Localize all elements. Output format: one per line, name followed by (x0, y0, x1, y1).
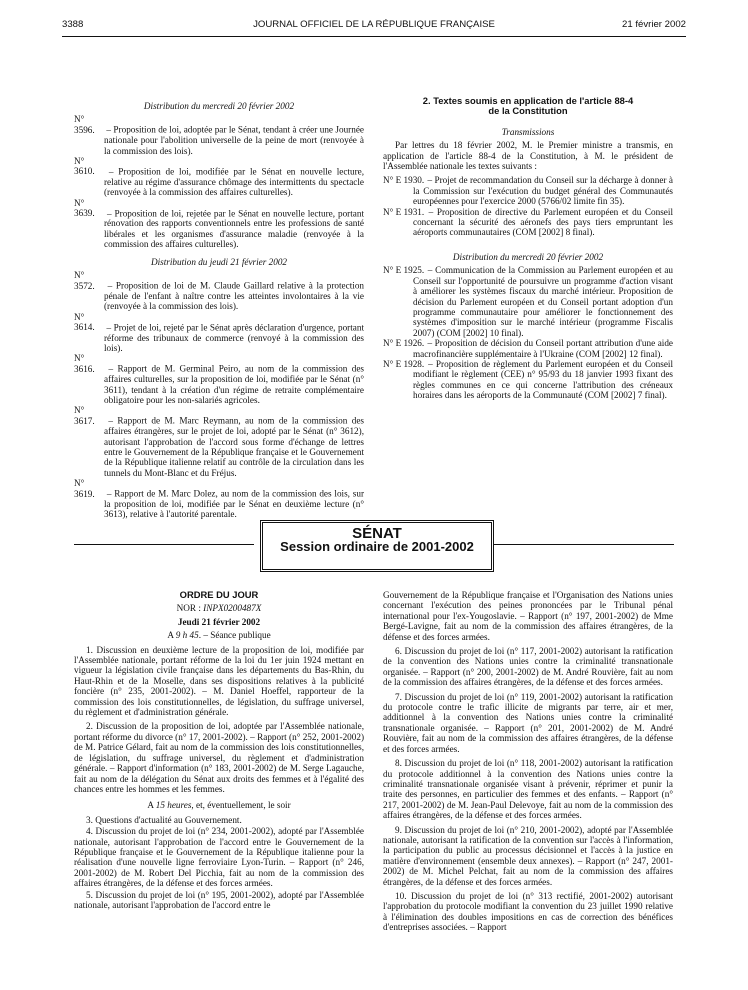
list-item: N° E 1926. – Proposition de décision du Conseil portant attribution d'une aide macrofinancière supplémentaire à l'Ukraine (COM [2002] 12 final). (383, 338, 674, 359)
list-item: N° 3617. – Rapport de M. Marc Reymann, au nom de la commission des affaires étrangères, sur le projet de loi, adopté par le Sénat (n° 3612), autorisant l'approbation de l'accord sous forme d'échange de lettres entre le Gouvernement de la République française et le Gouvernement de la République italienne relatif au contrôle de la circulation dans les tunnels du Mont-Blanc et du Fréjus. (74, 405, 365, 478)
list-item: N° E 1930. – Projet de recommandation du Conseil sur la décharge à donner à la Commission sur l'exécution du budget général des Communautés européennes pour l'exercice 2000 (5766/02 limite fin 35). (383, 175, 674, 207)
header-date: 21 février 2002 (622, 19, 686, 30)
divider-right (494, 544, 674, 545)
intro-paragraph: Par lettres du 18 février 2002, M. le Premier ministre a transmis, en application de l'article 88-4 de la Constitution, à M. le président de l'Assemblée nationale les textes suivants : (383, 140, 673, 172)
section-title: 2. Textes soumis en application de l'article 88-4 de la Constitution (422, 95, 634, 117)
page-number: 3388 (62, 19, 84, 30)
list-item: N° E 1931. – Proposition de directive du Parlement européen et du Conseil concernant la sécurité des aéronefs des pays tiers empruntant les aéroports communautaires (COM [2002] 8 final). (383, 206, 673, 238)
list-item: N° 3596. – Proposition de loi, adoptée par le Sénat, tendant à créer une Journée nationale pour l'abolition universelle de la peine de mort (renvoyée à la commission des lois). (74, 114, 364, 156)
ordre-date: Jeudi 21 février 2002 (177, 616, 261, 627)
list-item: N° 3614. – Projet de loi, rejeté par le Sénat après déclaration d'urgence, portant réforme des tribunaux de commerce (renvoyé à la commission des lois). (74, 311, 364, 353)
agenda-item: 6. Discussion du projet de loi (n° 117, 2001-2002) autorisant la ratification de la convention des Nations unies contre la criminalité transnationale organisée. – Rapport (n° 200, 2001-2002) de M. André Rouvière, fait au nom de la commission des affaires étrangères, de la défense et des forces armées. (383, 646, 673, 688)
banner-subtitle: Session ordinaire de 2001-2002 (280, 539, 474, 555)
senat-banner (260, 520, 494, 572)
upper-left-column (74, 97, 364, 520)
agenda-item: 3. Questions d'actualité au Gouvernement. (86, 814, 242, 825)
divider-left (74, 544, 254, 545)
nor-line: NOR : INPX0200487X (176, 603, 262, 614)
lower-left-column (74, 590, 364, 910)
agenda-item: 2. Discussion de la proposition de loi, adoptée par l'Assemblée nationale, portant réforme du divorce (n° 17, 2001-2002). – Rapport (n° 252, 2001-2002) de M. Patrice Gélard, fait au nom de la commission des lois constitutionnelles, de législation, du suffrage universel, du règlement et d'administration générale. – Rapport d'information (n° 183, 2001-2002) de M. Serge Lagauche, fait au nom de la délégation du Sénat aux droits des femmes et à l'égalité des chances entre les hommes et les femmes. (74, 721, 364, 794)
agenda-item: 5. Discussion du projet de loi (n° 195, 2001-2002), adopté par l'Assemblée nationale, autorisant l'approbation de l'accord entre le (74, 889, 364, 910)
section-heading: Distribution du mercredi 20 février 2002 (143, 101, 295, 111)
list-item: N° E 1925. – Communication de la Commission au Parlement européen et au Conseil sur l'opportunité de poursuivre un programme d'action visant à améliorer les systèmes fiscaux du marché intérieur. Proposition de décision du Parlement européen et du Conseil portant adoption d'un programme communautaire pour améliorer le fonctionnement des systèmes d'imposition sur le marché intérieur (programme Fiscalis 2007) (COM [2002] 10 final). (383, 265, 674, 338)
journal-title: JOURNAL OFFICIEL DE LA RÉPUBLIQUE FRANÇAISE (253, 19, 495, 30)
nor-code: INPX0200487X (203, 603, 262, 614)
agenda-item: 7. Discussion du projet de loi (n° 119, 2001-2002) autorisant la ratification du protocole contre le trafic illicite de migrants par terre, air et mer, additionnel à la convention des Nations unies contre la criminalité transnationale organisée. – Rapport (n° 201, 2001-2002) de M. André Rouvière, fait au nom de la commission des affaires étrangères, de la défense et des forces armées. (383, 691, 673, 754)
agenda-item: 1. Discussion en deuxième lecture de la proposition de loi, modifiée par l'Assemblée nationale, portant réforme de la loi du 1er juin 1924 mettant en vigueur la législation civile française dans les départements du Bas-Rhin, du Haut-Rhin et de la Moselle, dans ses dispositions relatives à la publicité foncière (n° 235, 2001-2002). – M. Daniel Hoeffel, rapporteur de la commission des lois constitutionnelles, de législation, du suffrage universel, du règlement et d'administration générale. (74, 644, 364, 718)
list-item: N° E 1928. – Proposition de règlement du Parlement européen et du Conseil modifiant le règlement (CEE) n° 95/93 du 18 janvier 1993 fixant des règles communes en ce qui concerne l'attribution des créneaux horaires dans les aéroports de la Communauté (COM [2002] 7 final). (383, 358, 673, 401)
list-item: N° 3616. – Rapport de M. Germinal Peiro, au nom de la commission des affaires culturelles, sur la proposition de loi, modifiée par le Sénat (n° 3611), tendant à la création d'un régime de retraite complémentaire obligatoire pour les non-salariés agricoles. (74, 353, 365, 405)
agenda-item: 10. Discussion du projet de loi (n° 313 rectifié, 2001-2002) autorisant l'approbation du protocole modifiant la convention du 23 juillet 1990 relative à l'élimination des doubles impositions en cas de correction des bénéfices d'entreprises associées. – Rapport (383, 890, 673, 933)
list-item: N° 3572. – Proposition de loi de M. Claude Gaillard relative à la protection pénale de l'enfant à naître contre les atteintes involontaires à la vie (renvoyée à la commission des lois). (74, 270, 365, 312)
ordre-title: ORDRE DU JOUR (179, 589, 259, 600)
header-rule (62, 36, 686, 37)
time-line: A 9 h 45. – Séance publique (167, 630, 271, 641)
agenda-item: 8. Discussion du projet de loi (n° 118, 2001-2002) autorisant la ratification du protocole additionnel à la convention des Nations unies contre la criminalité transnationale organisée visant à prévenir, réprimer et punir la traite des personnes, en particulier des femmes et des enfants. – Rapport (n° 217, 2001-2002) de M. Jean-Paul Delevoye, fait au nom de la commission des affaires étrangères, de la défense et des forces armées. (383, 758, 673, 821)
agenda-continuation: Gouvernement de la République française et l'Organisation des Nations unies concernant l'exécution des peines prononcées par le Tribunal pénal international pour l'ex-Yougoslavie. – Rapport (n° 197, 2001-2002) de Mme Bergé-Lavigne, fait au nom de la commission des affaires étrangères, de la défense et des forces armées. (383, 590, 673, 642)
agenda-item: 9. Discussion du projet de loi (n° 210, 2001-2002), adopté par l'Assemblée nationale, autorisant la ratification de la convention sur l'accès à l'information, la participation du public au processus décisionnel et l'accès à la justice en matière d'environnement (ensemble deux annexes). – Rapport (n° 247, 2001-2002) de M. Michel Pelchat, fait au nom de la commission des affaires étrangères, de la défense et des forces armées. (383, 824, 673, 887)
page-header (62, 20, 686, 34)
list-item: N° 3619. – Rapport de M. Marc Dolez, au nom de la commission des lois, sur la proposition de loi, modifiée par le Sénat en deuxième lecture (n° 3613), relative à l'autorité parentale. (74, 478, 364, 520)
section-heading: Distribution du jeudi 21 février 2002 (150, 256, 288, 267)
lower-right-column (383, 590, 673, 933)
banner-title: SÉNAT (352, 525, 402, 542)
list-item: N° 3610. – Proposition de loi, modifiée par le Sénat en nouvelle lecture, relative au régime d'assurance chômage des intermittents du spectacle (renvoyée à la commission des affaires culturelles). (74, 156, 365, 198)
time-line: A 15 heures, et, éventuellement, le soir (147, 800, 291, 811)
transmissions-heading: Transmissions (501, 126, 555, 137)
list-item: N° 3639. – Proposition de loi, rejetée par le Sénat en nouvelle lecture, portant rénovation des rapports conventionnels entre les professions de santé libérales et les organismes d'assurance maladie (renvoyée à la commission des affaires culturelles). (74, 197, 364, 250)
agenda-item: 4. Discussion du projet de loi (n° 234, 2001-2002), adopté par l'Assemblée nationale, autorisant l'approbation de l'accord entre le Gouvernement de la République française et le Gouvernement de la République italienne pour la réalisation d'une nouvelle ligne ferroviaire Lyon-Turin. – Rapport (n° 246, 2001-2002) de M. Robert Del Picchia, fait au nom de la commission des affaires étrangères, de la défense et des forces armées. (74, 826, 364, 889)
upper-right-column (383, 96, 673, 401)
section-heading: Distribution du mercredi 20 février 2002 (452, 251, 604, 262)
